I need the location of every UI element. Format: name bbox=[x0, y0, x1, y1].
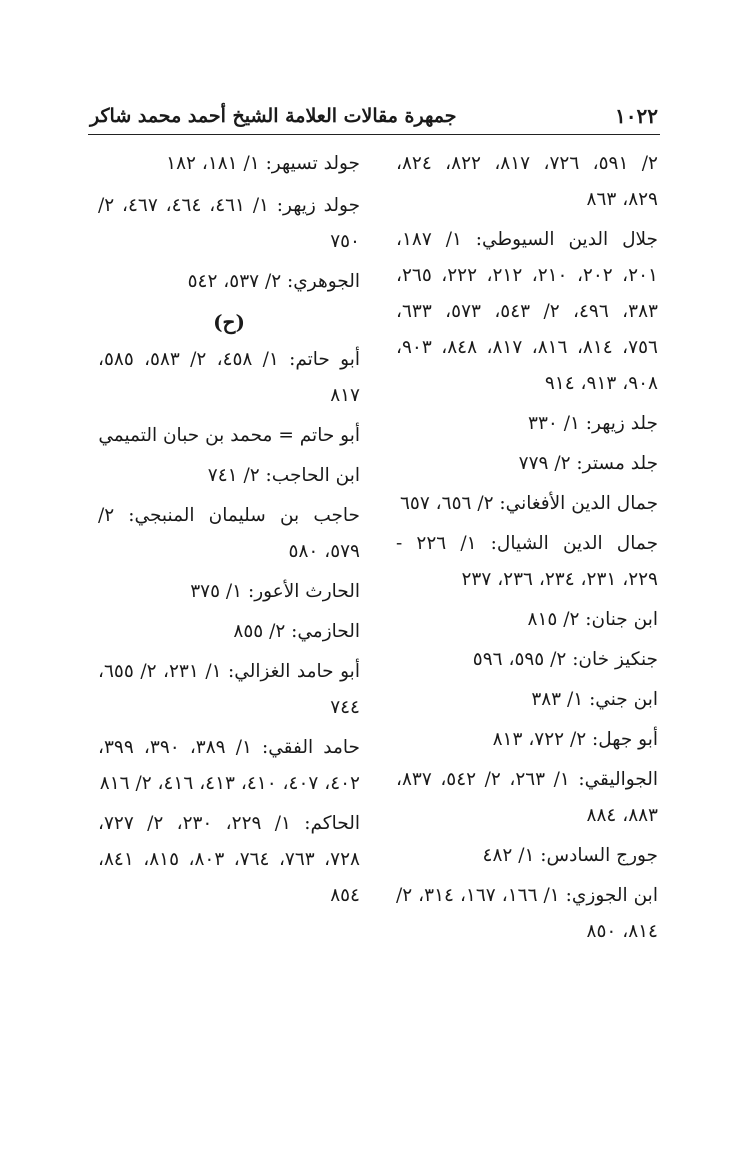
index-entry: جمال الدين الأفغاني: ٢/ ٦٥٦، ٦٥٧ bbox=[399, 493, 658, 514]
index-entry: الجوهري: ٢/ ٥٣٧، ٥٤٢ bbox=[187, 271, 360, 292]
index-entry: جلد زيهر: ١/ ٣٣٠ bbox=[528, 413, 658, 434]
index-entry: جولد زيهر: ١/ ٤٦١، ٤٦٤، ٤٦٧، ٢/ ٧٥٠ bbox=[98, 195, 361, 252]
index-entry: جلال الدين السيوطي: ١/ ١٨٧، ٢٠١، ٢٠٢، ٢١٠، ٢١٢، ٢٢٢، ٢٦٥، ٣٨٣، ٤٩٦، ٢/ ٥٤٣، ٥٧٣، ٦٣٣، ٧٥٦، ٨١٤، ٨١٦، ٨١٧، ٨٤٨، ٩٠٣، ٩٠٨، ٩١٣، ٩١٤ bbox=[396, 229, 658, 394]
index-entry: الحارث الأعور: ١/ ٣٧٥ bbox=[190, 581, 360, 602]
header-rule bbox=[88, 134, 660, 135]
running-title: جمهرة مقالات العلامة الشيخ أحمد محمد شاكر bbox=[90, 105, 457, 127]
letter-section-heading: (ح) bbox=[213, 310, 245, 334]
page-header bbox=[90, 100, 658, 132]
index-entry: ابن جنان: ٢/ ٨١٥ bbox=[527, 609, 658, 630]
index-column-left bbox=[98, 146, 360, 918]
index-entry: أبو حاتم = محمد بن حبان التميمي bbox=[98, 425, 360, 446]
page-number: ١٠٢٢ bbox=[615, 104, 658, 128]
index-entry: جنكيز خان: ٢/ ٥٩٥، ٥٩٦ bbox=[472, 649, 658, 670]
index-entry: جولد تسيهر: ١/ ١٨١، ١٨٢ bbox=[166, 153, 360, 174]
index-entry: حاجب بن سليمان المنبجي: ٢/ ٥٧٩، ٥٨٠ bbox=[98, 505, 360, 562]
index-entry: ٢/ ٥٩١، ٧٢٦، ٨١٧، ٨٢٢، ٨٢٤، ٨٢٩، ٨٦٣ bbox=[396, 153, 658, 210]
index-entry: أبو حاتم: ١/ ٤٥٨، ٢/ ٥٨٣، ٥٨٥، ٨١٧ bbox=[98, 349, 360, 406]
index-entry: ابن جني: ١/ ٣٨٣ bbox=[531, 689, 658, 710]
index-entry: حامد الفقي: ١/ ٣٨٩، ٣٩٠، ٣٩٩، ٤٠٢، ٤٠٧، ٤١٠، ٤١٣، ٤١٦، ٢/ ٨١٦ bbox=[98, 737, 360, 794]
index-entry: الحاكم: ١/ ٢٢٩، ٢٣٠، ٢/ ٧٢٧، ٧٢٨، ٧٦٣، ٧٦٤، ٨٠٣، ٨١٥، ٨٤١، ٨٥٤ bbox=[98, 813, 360, 906]
index-entry: ابن الجوزي: ١/ ١٦٦، ١٦٧، ٣١٤، ٢/ ٨١٤، ٨٥٠ bbox=[396, 885, 658, 942]
index-entry: أبو جهل: ٢/ ٧٢٢، ٨١٣ bbox=[492, 729, 658, 750]
index-entry: جورج السادس: ١/ ٤٨٢ bbox=[482, 845, 658, 866]
index-column-right bbox=[396, 146, 658, 954]
index-entry: الجواليقي: ١/ ٢٦٣، ٢/ ٥٤٢، ٨٣٧، ٨٨٣، ٨٨٤ bbox=[396, 769, 658, 826]
index-entry: الحازمي: ٢/ ٨٥٥ bbox=[233, 621, 360, 642]
index-entry: أبو حامد الغزالي: ١/ ٢٣١، ٢/ ٦٥٥، ٧٤٤ bbox=[98, 661, 360, 718]
index-entry: جمال الدين الشيال: ١/ ٢٢٦ - ٢٢٩، ٢٣١، ٢٣٤، ٢٣٦، ٢٣٧ bbox=[396, 533, 659, 590]
index-entry: ابن الحاجب: ٢/ ٧٤١ bbox=[207, 465, 360, 486]
index-entry: جلد مستر: ٢/ ٧٧٩ bbox=[518, 453, 658, 474]
